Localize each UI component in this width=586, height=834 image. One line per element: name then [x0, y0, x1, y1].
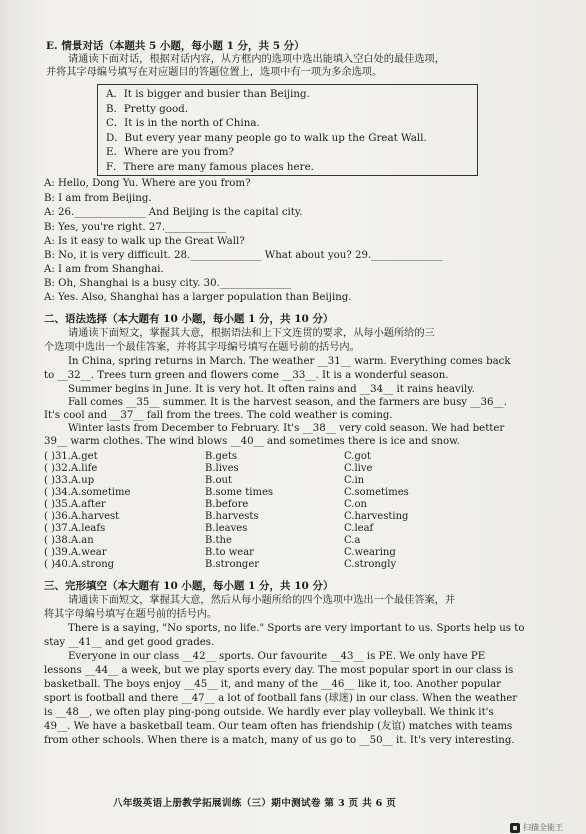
option-c: C．It is in the north of China. — [106, 117, 260, 129]
grammar-passage-line: In China, spring returns in March. The weather __31__ warm. Everything comes back — [68, 356, 511, 367]
grammar-passage-line: Fall comes __35__ summer. It is the harvest season, and the farmers are busy __36__. — [68, 397, 507, 408]
choice-a-32: ( )32.A.life — [44, 463, 98, 474]
choice-c-32: C.live — [344, 463, 373, 474]
choice-a-35: ( )35.A.after — [44, 499, 106, 510]
option-e: E．Where are you from? — [106, 146, 234, 158]
scanner-logo-icon — [510, 823, 520, 833]
choice-b-33: B.out — [205, 475, 233, 486]
choice-a-33: ( )33.A.up — [44, 475, 95, 486]
dialogue-line: A: I am from Shanghai. — [44, 264, 164, 275]
dialogue-line: A: Yes. Also, Shanghai has a larger population than Beijing. — [44, 292, 352, 303]
cloze-passage-line: stay __41__ and get good grades. — [44, 637, 215, 648]
choice-c-37: C.leaf — [344, 523, 374, 534]
choice-a-31: ( )31.A.get — [44, 451, 98, 462]
dialogue-line: A: Hello, Dong Yu. Where are you from? — [44, 178, 251, 189]
grammar-passage-line: Winter lasts from December to February. It's __38__ very cold season. We had better — [68, 423, 505, 434]
option-f: F．There are many famous places here. — [106, 160, 314, 173]
choice-b-39: B.to wear — [205, 547, 254, 558]
dialogue-line: A: 26.______________ And Beijing is the capital city. — [44, 207, 303, 218]
section-e-heading: E. 情景对话（本题共 5 小题，每小题 1 分，共 5 分） — [46, 40, 305, 52]
grammar-passage-line: to __32__. Trees turn green and flowers come __33__. It is a wonderful season. — [44, 370, 449, 381]
dialogue-line: B: Oh, Shanghai is a busy city. 30.______________ — [44, 278, 292, 289]
choice-c-38: C.a — [344, 535, 361, 546]
choice-b-40: B.stronger — [205, 559, 260, 570]
section-3-heading: 三、完形填空（本大题有 10 小题，每小题 1 分，共 10 分） — [44, 580, 334, 592]
choice-c-40: C.strongly — [344, 559, 397, 570]
choice-b-38: B.the — [205, 535, 232, 546]
choice-b-34: B.some times — [205, 487, 274, 498]
cloze-passage-line: from other schools. When there is a match, many of us go to __50__ it. It's very interesting. — [44, 735, 515, 746]
cloze-passage-line: There is a saying, "No sports, no life." Sports are very important to us. Sports help us to — [68, 623, 525, 634]
choice-a-38: ( )38.A.an — [44, 535, 94, 546]
choice-b-37: B.leaves — [205, 523, 248, 534]
grammar-passage-line: It's cool and __37__ fall from the trees. The cold weather is coming. — [44, 410, 393, 421]
choice-b-35: B.before — [205, 499, 249, 510]
cloze-passage-line: lessons __44__ a week, but we play sports every day. The most popular sport in our class is — [44, 665, 514, 676]
grammar-passage-line: Summer begins in June. It is very hot. It often rains and __34__ it rains heavily. — [68, 384, 475, 395]
option-a: A．It is bigger and busier than Beijing. — [106, 88, 310, 100]
choice-c-34: C.sometimes — [344, 487, 409, 498]
cloze-passage-line: Everyone in our class __42__ sports. Our favourite __43__ is PE. We only have PE — [68, 651, 486, 662]
cloze-passage-line: sport is football and there __47__ a lot of football fans (球迷) in our class. When the weather — [44, 693, 518, 704]
dialogue-line: A: Is it easy to walk up the Great Wall? — [44, 236, 245, 247]
choice-c-36: C.harvesting — [344, 511, 409, 522]
choice-a-36: ( )36.A.harvest — [44, 511, 120, 522]
grammar-passage-line: 39__ warm clothes. The wind blows __40__ and sometimes there is ice and snow. — [44, 436, 460, 447]
choice-a-40: ( )40.A.strong — [44, 559, 115, 570]
section-3-instruction-2: 将其字母编号填写在题号前的括号内。 — [44, 609, 218, 620]
dialogue-line: B: I am from Beijing. — [44, 193, 152, 204]
option-b: B．Pretty good. — [106, 102, 189, 115]
cloze-passage-line: 49__. We have a basketball team. Our team often has friendship (友谊) matches with teams — [44, 721, 513, 732]
section-e-instruction-2: 并将其字母编号填写在对应题目的答题位置上，选项中有一项为多余选项。 — [46, 67, 383, 78]
choice-a-34: ( )34.A.sometime — [44, 487, 131, 498]
choice-c-33: C.in — [344, 475, 365, 486]
section-2-instruction-2: 个选项中选出一个最佳答案，并将其字母编号填写在题号前的括号内。 — [44, 342, 360, 353]
cloze-passage-line: is __48__, we often play ping-pong outside. We hardly ever play volleyball. We think it's — [44, 707, 494, 718]
option-d: D．But every year many people go to walk up the Great Wall. — [106, 131, 427, 144]
cloze-passage-line: basketball. The boys enjoy __45__ it, and many of the __46__ like it, too. Another popular — [44, 679, 502, 690]
scanner-watermark — [510, 821, 586, 834]
section-2-instruction-1: 请通读下面短文，掌握其大意，根据语法和上下文连贯的要求，从每小题所给的三 — [68, 328, 435, 339]
scanner-watermark-text: 扫描全能王 — [523, 823, 563, 832]
dialogue-line: B: Yes, you're right. 27.____________ — [44, 222, 227, 233]
section-2-heading: 二、语法选择（本大题有 10 小题，每小题 1 分，共 10 分） — [44, 313, 334, 325]
section-3-instruction-1: 请通读下面短文，掌握其大意，然后从每小题所给的四个选项中选出一个最佳答案，并 — [68, 595, 456, 606]
choice-a-39: ( )39.A.wear — [44, 547, 107, 558]
dialogue-line: B: No, it is very difficult. 28.______________ What about you? 29.______________ — [44, 250, 443, 261]
choice-b-31: B.gets — [205, 451, 237, 462]
choice-b-36: B.harvests — [205, 511, 259, 522]
options-box — [97, 84, 478, 176]
section-e-instruction-1: 请通读下面对话，根据对话内容，从方框内的选项中选出能填入空白处的最佳选项， — [68, 54, 445, 65]
choice-c-39: C.wearing — [344, 547, 396, 558]
choice-a-37: ( )37.A.leafs — [44, 523, 106, 534]
choice-b-32: B.lives — [205, 463, 239, 474]
page-footer: 八年级英语上册教学拓展训练（三）期中测试卷 第 3 页 共 6 页 — [113, 798, 397, 809]
choice-c-31: C.got — [344, 451, 371, 462]
choice-c-35: C.on — [344, 499, 367, 510]
